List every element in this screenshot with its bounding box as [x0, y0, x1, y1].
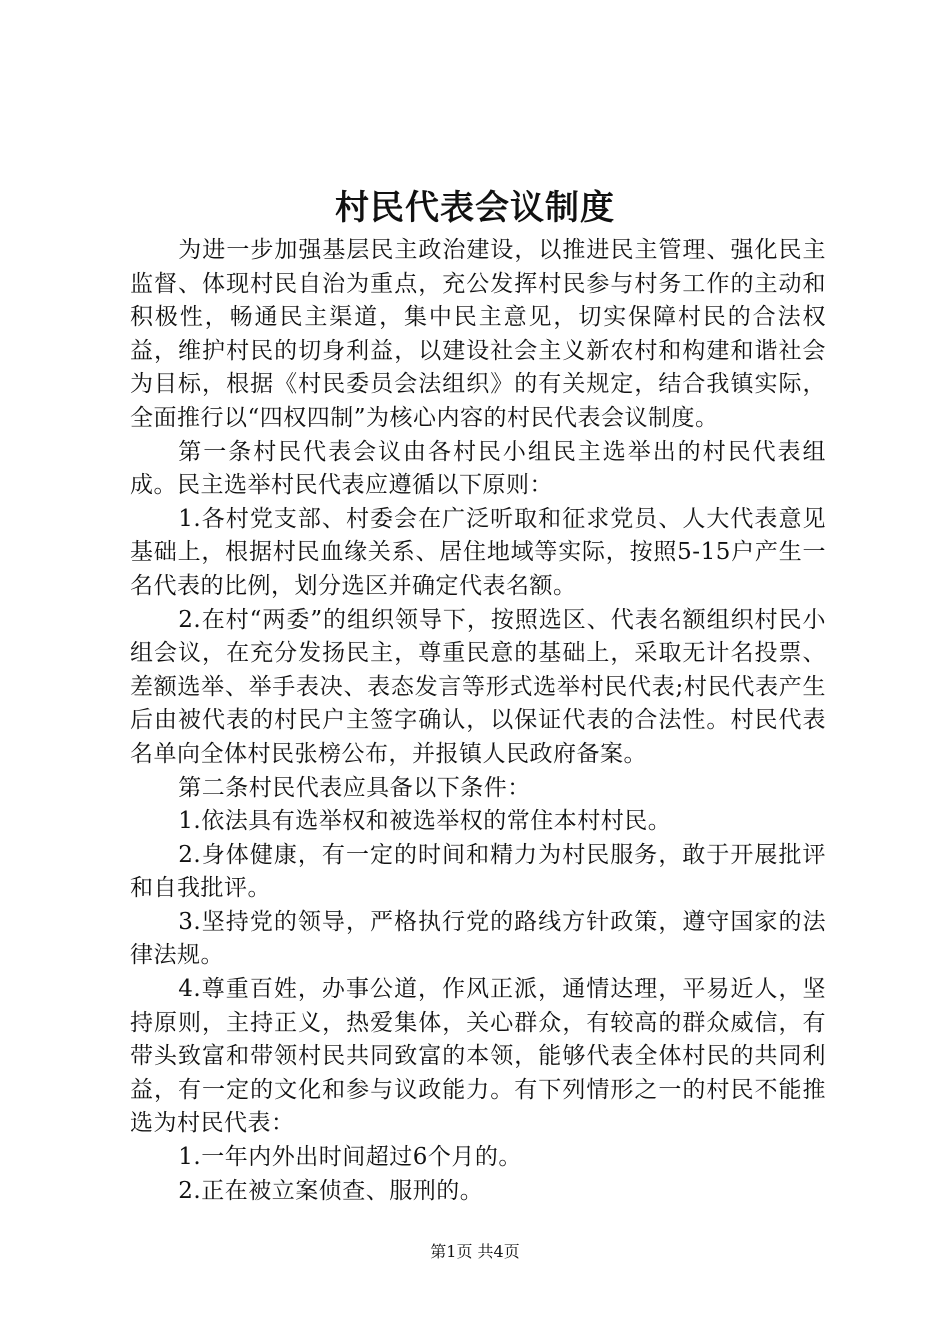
page-number-footer: 第1页 共4页 — [430, 1242, 520, 1261]
paragraph-exclusion-item-1: 1.一年内外出时间超过6个月的。 — [178, 1144, 522, 1171]
paragraph-intro: 为进一步加强基层民主政治建设，以推进民主管理、强化民主监督、体现村民自治为重点，充公发挥村民参与村务工作的主动和积极性，畅通民主渠道，集中民主意见，切实保障村民的合法权益，维护村民的切身利益，以建设社会主义新农村和构建和谐社会为目标，根据《村民委员会法组织》的有关规定，结合我镇实际，全面推行以“四权四制”为核心内容的村民代表会议制度。 — [130, 237, 826, 431]
paragraph-article-2: 第二条村民代表应具备以下条件： — [178, 774, 531, 801]
paragraph-article-1-item-2: 2.在村“两委”的组织领导下，按照选区、代表名额组织村民小组会议，在充分发扬民主，尊重民意的基础上，采取无计名投票、差额选举、举手表决、表态发言等形式选举村民代表;村民代表产生后由被代表的村民户主签字确认，以保证代表的合法性。村民代表名单向全体村民张榜公布，并报镇人民政府备案。 — [130, 606, 826, 767]
paragraph-article-1: 第一条村民代表会议由各村民小组民主选举出的村民代表组成。民主选举村民代表应遵循以下原则： — [130, 438, 826, 499]
document-title: 村民代表会议制度 — [335, 188, 615, 228]
paragraph-article-2-item-4: 4.尊重百姓，办事公道，作风正派，通情达理，平易近人，坚持原则，主持正义，热爱集体，关心群众，有较高的群众威信，有带头致富和带领村民共同致富的本领，能够代表全体村民的共同利益，有一定的文化和参与议政能力。有下列情形之一的村民不能推选为村民代表： — [130, 976, 826, 1137]
document-body — [130, 234, 826, 1208]
paragraph-exclusion-item-2: 2.正在被立案侦查、服刑的。 — [178, 1177, 484, 1204]
paragraph-article-2-item-2: 2.身体健康，有一定的时间和精力为村民服务，敢于开展批评和自我批评。 — [130, 841, 826, 902]
paragraph-article-2-item-3: 3.坚持党的领导，严格执行党的路线方针政策，遵守国家的法律法规。 — [130, 908, 826, 969]
paragraph-article-2-item-1: 1.依法具有选举权和被选举权的常住本村村民。 — [178, 808, 672, 835]
paragraph-article-1-item-1: 1.各村党支部、村委会在广泛听取和征求党员、人大代表意见基础上，根据村民血缘关系、居住地域等实际，按照5-15户产生一名代表的比例，划分选区并确定代表名额。 — [130, 505, 826, 599]
